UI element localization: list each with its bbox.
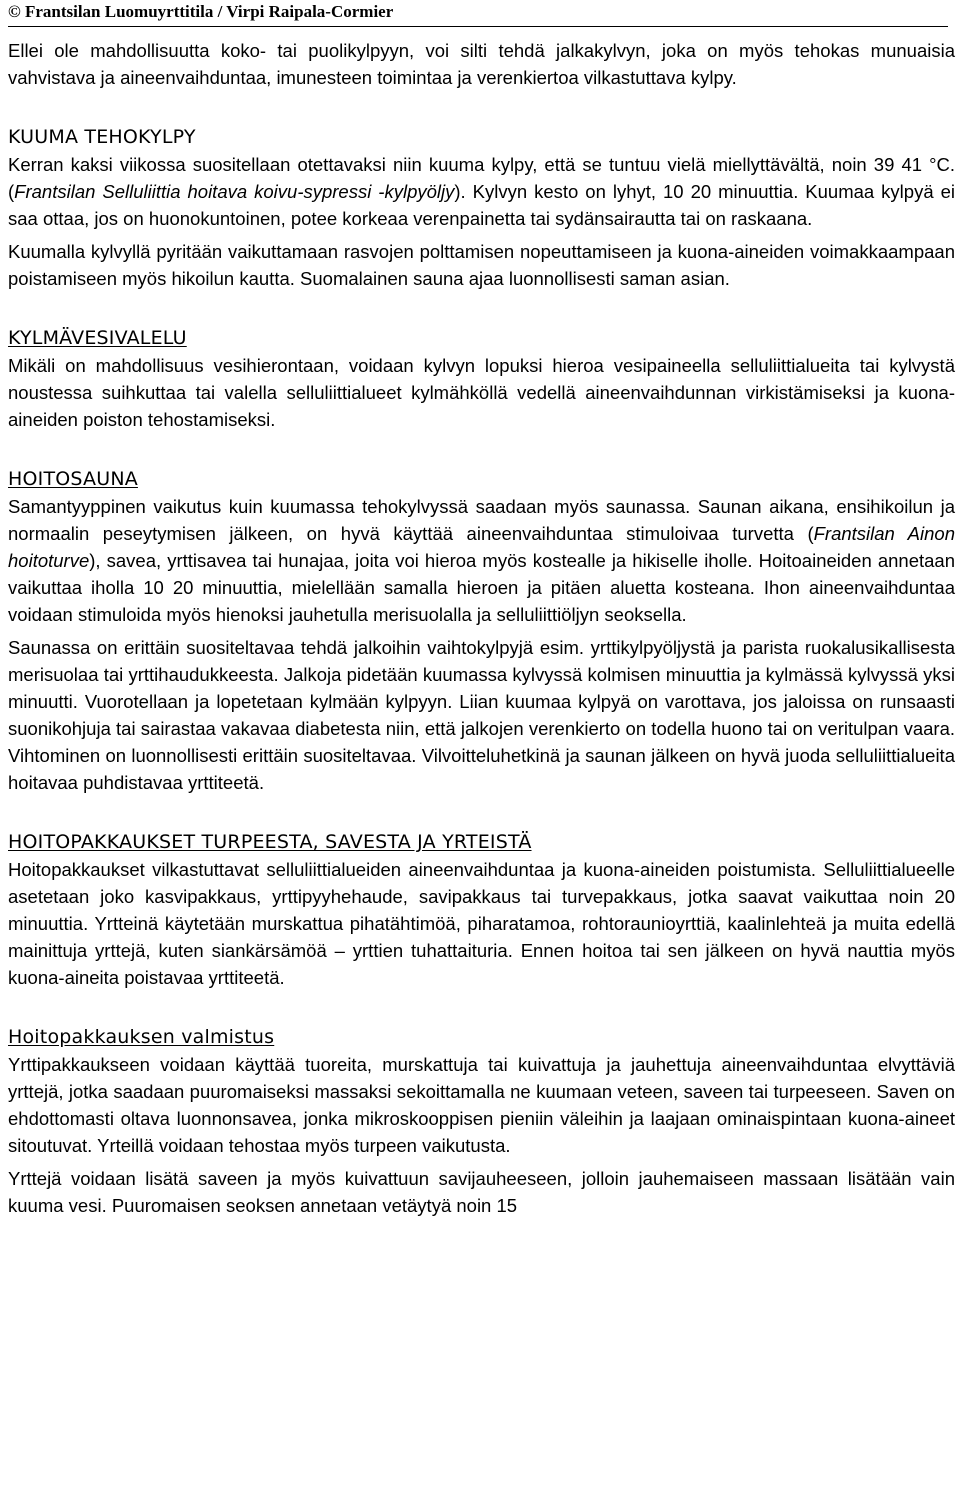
page-header: © Frantsilan Luomuyrttitila / Virpi Raipala-Cormier (8, 0, 948, 27)
section-hoitosauna (8, 466, 955, 796)
intro-paragraph: Ellei ole mahdollisuutta koko- tai puolikylpyyn, voi silti tehdä jalkakylvyn, joka on myös tehokas munuaisia vahvistava ja aineenvaihduntaa, imunesteen toimintaa ja verenkiertoa vilkastuttava kylpy. (8, 40, 955, 88)
section-kylmavesivalelu (8, 325, 955, 433)
paragraph: Kuumalla kylvyllä pyritään vaikuttamaan rasvojen polttamisen nopeuttamiseen ja kuona-aineiden voimakkaampaan poistamiseen myös hikoilun kautta. Suomalainen sauna ajaa luonnollisesti saman asian. (8, 241, 955, 289)
paragraph: Yrttejä voidaan lisätä saveen ja myös kuivattuun savijauheeseen, jolloin jauhemaiseen massaan lisätään vain kuuma vesi. Puuromaisen seoksen annetaan vetäytyä noin 15 (8, 1168, 955, 1216)
text-run: ), savea, yrttisavea tai hunajaa, joita voi hieroa myös kostealle ja hikiselle iholle. Hoitoaineiden annetaan vaikuttaa iholla 10 20 minuuttia, mielellään samalla hieroen ja pitäen aluetta kosteana. Ihon aineenvaihduntaa voidaan stimuloida myös hienoksi jauhetulla merisuolalla ja selluliittiöljyn seoksella. (8, 550, 955, 625)
paragraph: Hoitopakkaukset vilkastuttavat selluliittialueiden aineenvaihduntaa ja kuona-aineiden poistumista. Selluliittialueelle asetetaan joko kasvipakkaus, yrttipyyhehaude, savipakkaus tai turvepakkaus, jotka saavat vaikuttaa noin 20 minuuttia. Yrtteinä käytetään murskattua pihatähtimöä, piharatamoa, rohtoraunioyrttiä, kaalinlehteä ja muita edellä mainittuja yrttejä, kuten siankärsämöä – yrttien tuhattaituria. Ennen hoitoa tai sen jälkeen on hyvä nauttia myös kuona-aineita poistavaa yrttiteetä. (8, 859, 955, 988)
paragraph (8, 151, 955, 232)
section-heading: KYLMÄVESIVALELU (8, 327, 187, 349)
section-tehokylpy (8, 124, 955, 292)
paragraph: Mikäli on mahdollisuus vesihierontaan, voidaan kylvyn lopuksi hieroa vesipaineella selluliittialueita tai kylvystä noustessa suihkuttaa tai valella selluliittialueet kylmähköllä vedellä aineenvaihdunnan virkistämiseksi ja kuona-aineiden poiston tehostamiseksi. (8, 355, 955, 430)
product-name: Frantsilan Ainon hoitoturve (8, 523, 955, 571)
section-heading: HOITOSAUNA (8, 468, 138, 490)
paragraph: Saunassa on erittäin suositeltavaa tehdä jalkoihin vaihtokylpyjä esim. yrttikylpyöljystä ja parista ruokalusikallisesta merisuolaa tai yrttihaudukkeesta. Jalkoja pidetään kuumassa kylvyssä kolmisen minuuttia ja kylmässä kylvyssä yksi minuutti. Vuorotellaan ja lopetetaan kylmään kylpyyn. Liian kuumaa kylpyä on varottava, jos jaloissa on runsaasti suonikohjuja tai sairastaa vakavaa diabetesta niin, että jalkojen verenkierto on todella huono tai on veritulpan vaara. Vihtominen on luonnollisesti erittäin suositeltavaa. Vilvoitteluhetkinä ja saunan jälkeen on hyvä juoda selluliittialueita hoitavaa puhdistavaa yrttiteetä. (8, 637, 955, 793)
section-heading: HOITOPAKKAUKSET TURPEESTA, SAVESTA JA YRTEISTÄ (8, 831, 532, 853)
section-hoitopakkaukset (8, 829, 955, 991)
document-body (8, 37, 955, 1219)
paragraph (8, 493, 955, 628)
text-run: ). Kylvyn kesto on lyhyt, 10 20 minuuttia. Kuumaa kylpyä ei saa ottaa, jos on huonokuntoinen, potee korkeaa verenpainetta tai sydänsairautta tai on raskaana. (8, 181, 955, 229)
paragraph: Yrttipakkaukseen voidaan käyttää tuoreita, murskattuja tai kuivattuja ja jauhettuja aineenvaihduntaa elvyttäviä yrttejä, jotka saadaan puuromaiseksi massaksi sekoittamalla ne kuumaan veteen, saveen tai turpeeseen. Saven on ehdottomasti oltava luonnonsavea, jonka mikroskooppisen pieniin väleihin ja laajaan ominaispintaan kuona-aineet sitoutuvat. Yrteillä voidaan tehostaa myös turpeen vaikutusta. (8, 1054, 955, 1156)
section-valmistus (8, 1024, 955, 1219)
product-name: Frantsilan Selluliittia hoitava koivu-sypressi -kylpyöljy (14, 181, 455, 202)
text-run: Kerran kaksi viikossa suositellaan otettavaksi niin kuuma kylpy, että se tuntuu vielä miellyttävältä, noin 39 41 °C. ( (8, 154, 955, 202)
section-heading: KUUMA TEHOKYLPY (8, 126, 196, 148)
text-run: Samantyyppinen vaikutus kuin kuumassa tehokylvyssä saadaan myös saunassa. Saunan aikana, ensihikoilun ja normaalin peseytymisen jälkeen, on hyvä käyttää aineenvaihduntaa stimuloivaa turvetta ( (8, 496, 955, 544)
section-heading: Hoitopakkauksen valmistus (8, 1026, 275, 1048)
